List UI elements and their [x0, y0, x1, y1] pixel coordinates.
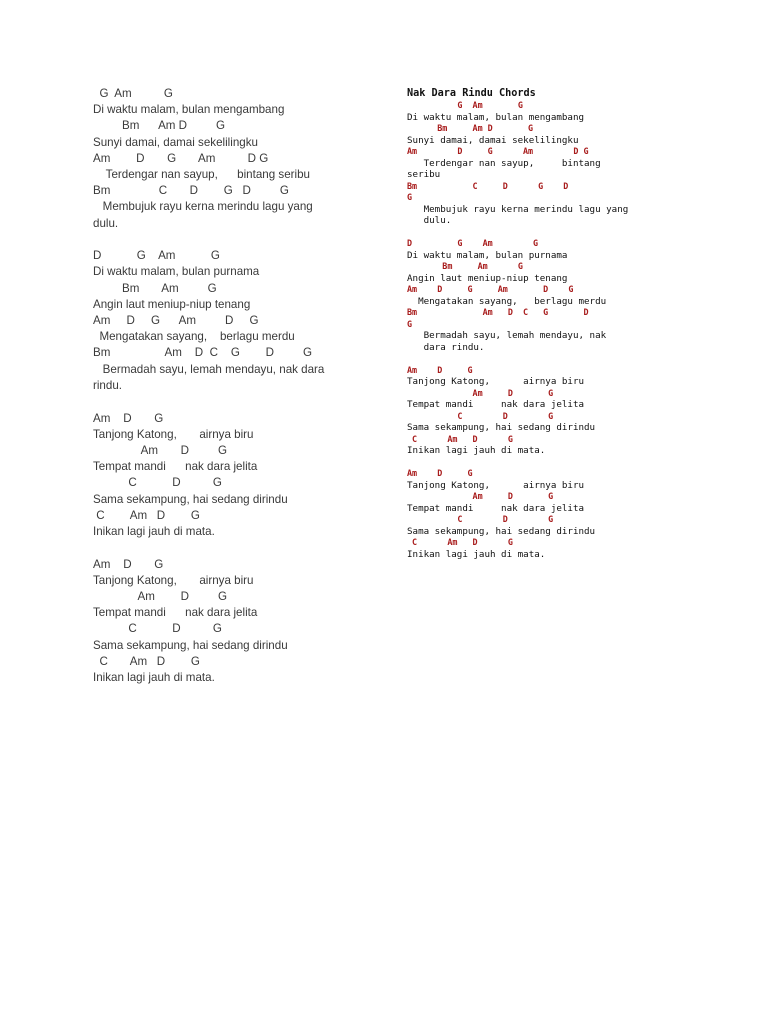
chord-line: C D G	[407, 410, 554, 421]
lyric-line: dulu.	[93, 216, 119, 230]
lyric-line: Mengatakan sayang, berlagu merdu	[407, 295, 607, 307]
lyric-line: Terdengar nan sayup, bintang seribu	[93, 167, 310, 181]
lyric-line: Sama sekampung, hai sedang dirindu	[93, 492, 288, 506]
lyric-line: Sunyi damai, damai sekelilingku	[93, 135, 258, 149]
lyric-line: dara rindu.	[407, 341, 485, 353]
lyric-line: Tempat mandi nak dara jelita	[93, 606, 258, 620]
lyric-line: Di waktu malam, bulan purnama	[93, 265, 260, 279]
right-stanza-2	[407, 238, 677, 353]
left-chord-sheet	[93, 86, 368, 703]
chord-line: C Am D G	[407, 537, 513, 548]
lyric-line: Di waktu malam, bulan purnama	[407, 249, 568, 261]
lyric-line: rindu.	[93, 378, 123, 392]
chord-line: Am D G Am D G	[407, 146, 589, 156]
lyric-line: Tempat mandi nak dara jelita	[407, 399, 585, 411]
lyric-line: Mengatakan sayang, berlagu merdu	[93, 330, 295, 344]
chord-line: Am D G Am D G	[93, 151, 269, 165]
chord-line: G Am G	[93, 87, 173, 100]
chord-line: Am D G	[93, 590, 227, 604]
sheet-title: Nak Dara Rindu Chords	[407, 88, 536, 99]
chord-line: Am D G	[407, 364, 473, 375]
lyric-line: Tanjong Katong, airnya biru	[407, 479, 585, 491]
chord-line: C Am D G	[93, 654, 200, 668]
chord-line: G Am G	[407, 100, 523, 110]
chord-line: C D G	[407, 514, 554, 525]
lyric-line: Angin laut meniup-niup tenang	[93, 297, 251, 311]
chord-line: G	[407, 318, 413, 329]
chord-line: G	[407, 192, 413, 202]
chord-line: Bm Am G	[93, 281, 217, 295]
lyric-line: Di waktu malam, bulan mengambang	[93, 103, 285, 117]
chord-line: Bm C D G D	[407, 180, 569, 191]
chord-line: Bm Am D G	[93, 119, 226, 133]
chord-line: Am D G	[93, 557, 164, 571]
right-chord-sheet	[407, 87, 677, 572]
chord-line: Am D G	[93, 443, 227, 457]
lyric-line: Membujuk rayu kerna merindu lagu yang	[407, 203, 629, 215]
chord-line: C Am D G	[407, 433, 513, 444]
chord-line: Am D G	[407, 468, 473, 479]
chord-line: Am D G Am D G	[407, 284, 574, 295]
lyric-line: Sunyi damai, damai sekelilingku	[407, 134, 579, 146]
chord-line: Bm Am D C G D	[407, 307, 589, 318]
chord-line: Bm Am D C G D G	[93, 346, 313, 360]
lyric-line: Bermadah sayu, lemah mendayu, nak	[407, 330, 607, 342]
left-stanza-3	[93, 411, 368, 541]
chord-line: Am D G	[407, 491, 554, 502]
lyric-line: Sama sekampung, hai sedang dirindu	[93, 638, 288, 652]
left-stanza-1	[93, 86, 368, 232]
lyric-line: seribu	[407, 169, 441, 180]
lyric-line: Inikan lagi jauh di mata.	[93, 670, 215, 684]
right-stanza-1	[407, 100, 677, 227]
chord-line: Am D G	[407, 387, 554, 398]
lyric-line: Terdengar nan sayup, bintang	[407, 157, 601, 169]
lyric-line: Bermadah sayu, lemah mendayu, nak dara	[93, 362, 325, 376]
lyric-line: Tanjong Katong, airnya biru	[93, 427, 254, 441]
right-stanza-4	[407, 468, 677, 560]
lyric-line: Angin laut meniup-niup tenang	[407, 272, 568, 284]
lyric-line: Tempat mandi nak dara jelita	[407, 502, 585, 514]
chord-line: D G Am G	[93, 249, 220, 263]
chord-line: Bm Am D G	[407, 123, 534, 133]
left-stanza-4	[93, 557, 368, 687]
chord-line: Am D G	[93, 411, 164, 425]
lyric-line: Inikan lagi jauh di mata.	[407, 548, 546, 560]
lyric-line: Inikan lagi jauh di mata.	[407, 445, 546, 457]
chord-line: Bm Am G	[407, 261, 523, 272]
lyric-line: Di waktu malam, bulan mengambang	[407, 111, 585, 123]
lyric-line: Inikan lagi jauh di mata.	[93, 524, 215, 538]
chord-line: D G Am G	[407, 238, 539, 249]
lyric-line: dulu.	[407, 215, 452, 226]
lyric-line: Sama sekampung, hai sedang dirindu	[407, 422, 596, 434]
chord-line: Bm C D G D G	[93, 184, 289, 198]
chord-line: Am D G Am D G	[93, 314, 259, 328]
left-stanza-2	[93, 248, 368, 394]
chord-line: C D G	[93, 476, 222, 490]
chord-line: C D G	[93, 622, 222, 636]
lyric-line: Sama sekampung, hai sedang dirindu	[407, 525, 596, 537]
lyric-line: Membujuk rayu kerna merindu lagu yang	[93, 200, 313, 214]
lyric-line: Tanjong Katong, airnya biru	[93, 573, 254, 587]
chord-line: C Am D G	[93, 508, 200, 522]
lyric-line: Tanjong Katong, airnya biru	[407, 376, 585, 388]
lyric-line: Tempat mandi nak dara jelita	[93, 460, 258, 474]
right-stanzas	[407, 100, 677, 560]
right-stanza-3	[407, 365, 677, 457]
